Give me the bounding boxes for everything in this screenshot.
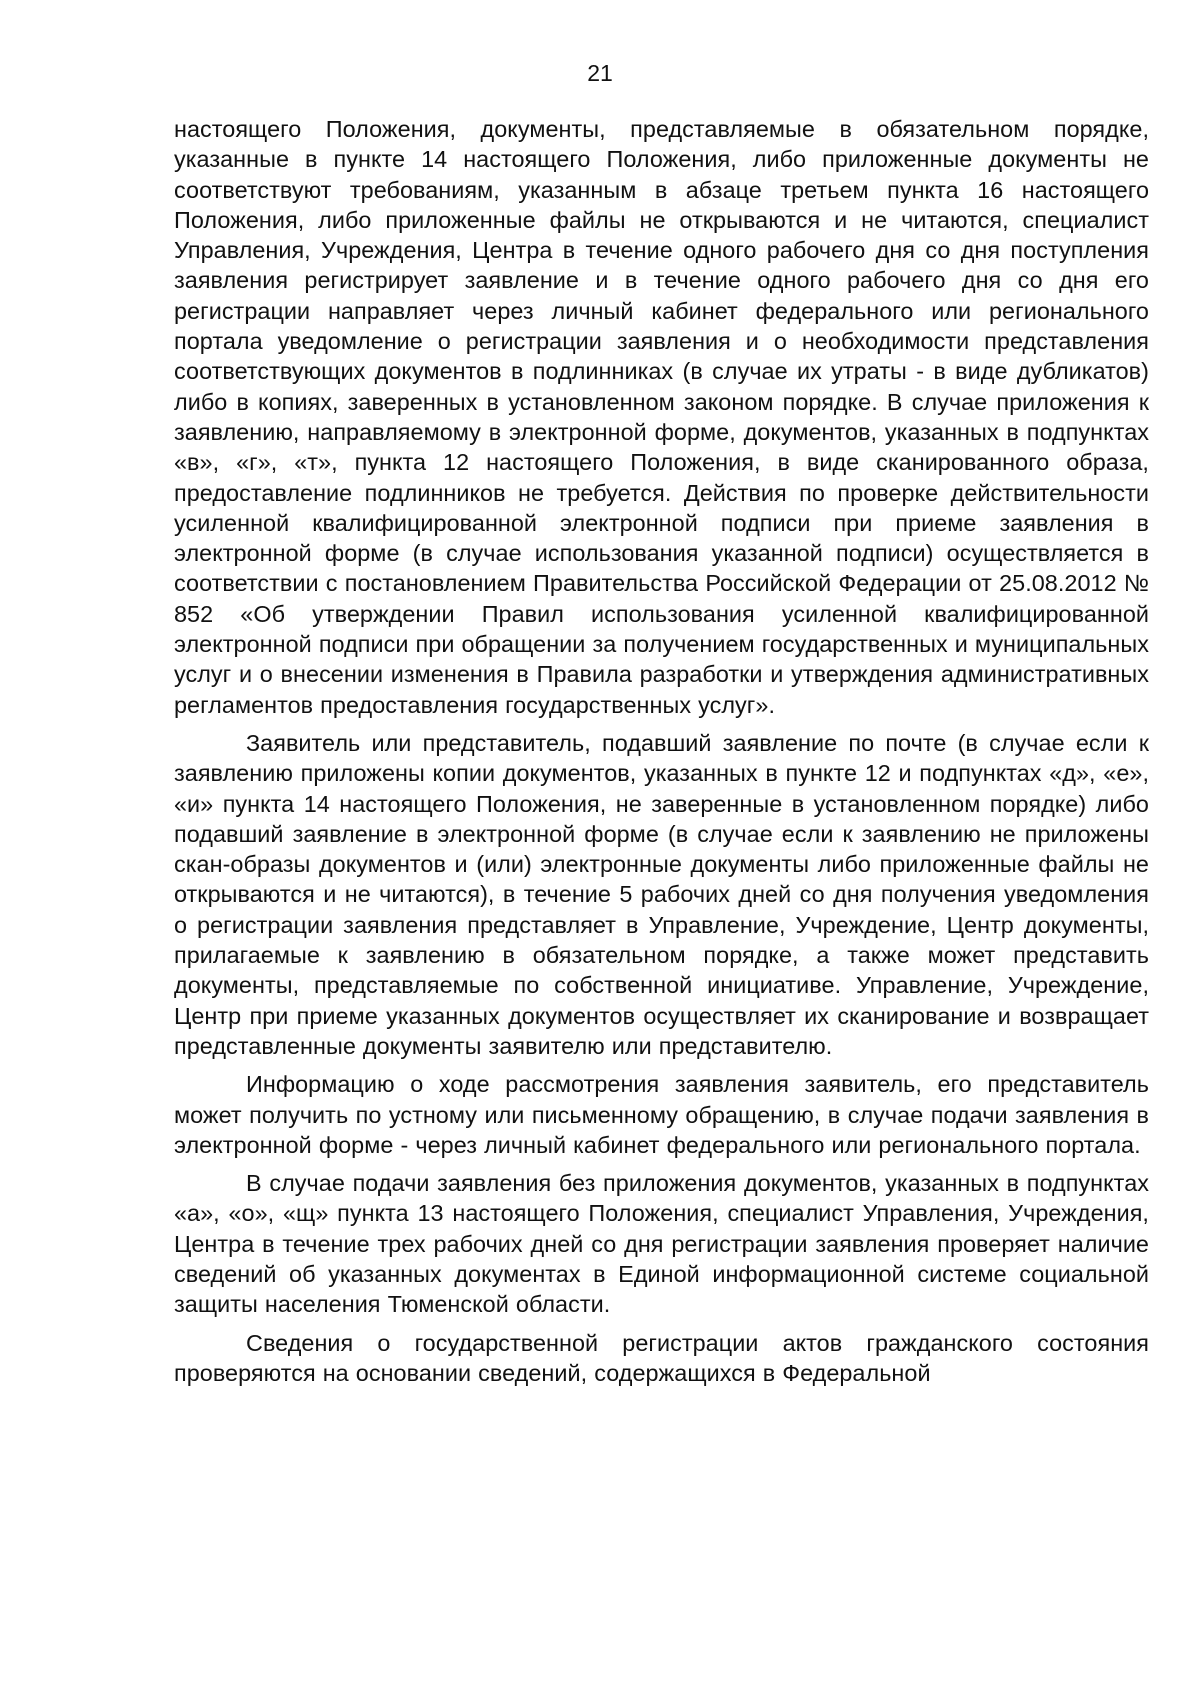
paragraph-applicant-documents: Заявитель или представитель, подавший заявление по почте (в случае если к заявлению приложены копии документов, указанных в пункте 12 и подпунктах «д», «е», «и» пункта 14 настоящего Положения, не заверенные в установленном порядке) либо подавший заявление в электронной форме (в случае если к заявлению не приложены скан-образы документов и (или) электронные документы либо приложенные файлы не открываются и не читаются), в течение 5 рабочих дней со дня получения уведомления о регистрации заявления представляет в Управление, Учреждение, Центр документы, прилагаемые к заявлению в обязательном порядке, а также может представить документы, представляемые по собственной инициативе. Управление, Учреждение, Центр при приеме указанных документов осуществляет их сканирование и возвращает представленные документы заявителю или представителю.	[174, 729, 1149, 1059]
paragraph-review-information: Информацию о ходе рассмотрения заявления заявитель, его представитель может получить по устному или письменному обращению, в случае подачи заявления в электронной форме - через личный кабинет федерального или регионального портала.	[174, 1071, 1149, 1158]
paragraph-continuation: настоящего Положения, документы, представляемые в обязательном порядке, указанные в пункте 14 настоящего Положения, либо приложенные документы не соответствуют требованиям, указанным в абзаце третьем пункта 16 настоящего Положения, либо приложенные файлы не открываются и не читаются, специалист Управления, Учреждения, Центра в течение одного рабочего дня со дня поступления заявления регистрирует заявление и в течение одного рабочего дня со дня его регистрации направляет через личный кабинет федерального или регионального портала уведомление о регистрации заявления и о необходимости представления соответствующих документов в подлинниках (в случае их утраты - в виде дубликатов) либо в копиях, заверенных в установленном законом порядке. В случае приложения к заявлению, направляемому в электронной форме, документов, указанных в подпунктах «в», «г», «т», пункта 12 настоящего Положения, в виде сканированного образа, предоставление подлинников не требуется. Действия по проверке действительности усиленной квалифицированной электронной подписи при приеме заявления в электронной форме (в случае использования указанной подписи) осуществляется в соответствии с постановлением Правительства Российской Федерации от 25.08.2012 № 852 «Об утверждении Правил использования усиленной квалифицированной электронной подписи при обращении за получением государственных и муниципальных услуг и о внесении изменения в Правила разработки и утверждения административных регламентов предоставления государственных услуг».	[174, 116, 1149, 718]
paragraph-document-check: В случае подачи заявления без приложения документов, указанных в подпунктах «а», «о», «щ» пункта 13 настоящего Положения, специалист Управления, Учреждения, Центра в течение трех рабочих дней со дня регистрации заявления проверяет наличие сведений об указанных документах в Единой информационной системе социальной защиты населения Тюменской области.	[174, 1170, 1149, 1318]
document-body	[174, 114, 1149, 1388]
paragraph-civil-registration: Сведения о государственной регистрации актов гражданского состояния проверяются на основании сведений, содержащихся в Федеральной	[174, 1329, 1149, 1386]
page-number: 21	[587, 60, 613, 86]
